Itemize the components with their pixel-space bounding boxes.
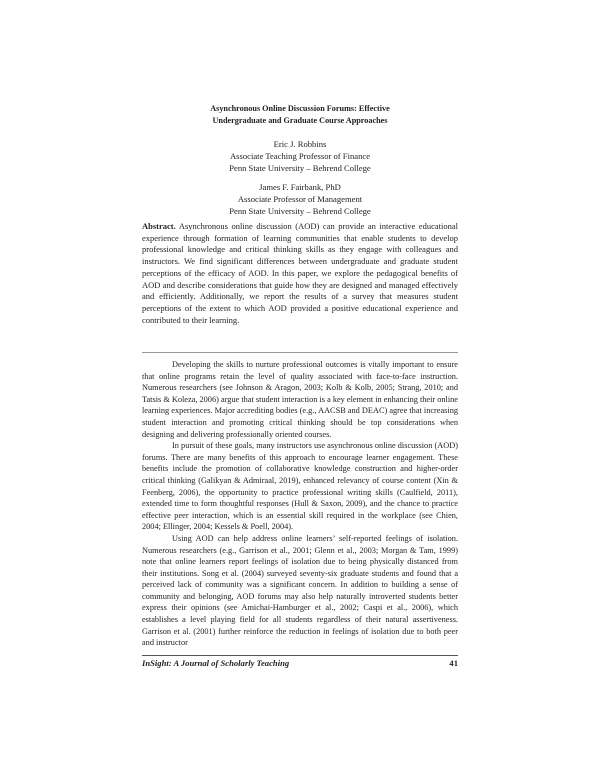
page-number: 41	[449, 658, 458, 668]
body-paragraph-2: In pursuit of these goals, many instructors use asynchronous online discussion (AOD) forums. There are many benefits of this approach to encourage learner engagement. These benefits include the promotion of collaborative knowledge construction and higher-order critical thinking (Galikyan & Admiraal, 2019), enhanced relevancy of course content (Xin & Feenberg, 2006), the opportunity to practice professional writing skills (Caulfield, 2011), extended time to form thoughtful responses (Hull & Saxon, 2009), and the chance to practice effective peer interaction, which is an essential skill required in the workplace (see Chien, 2004; Ellinger, 2004; Kessels & Poell, 2004).	[142, 441, 458, 532]
body-paragraph-1: Developing the skills to nurture professional outcomes is vitally important to ensure that online programs retain the level of quality associated with face-to-face instruction. Numerous researchers (see Johnson & Aragon, 2003; Kolb & Kolb, 2005; Strang, 2010; and Tatsis & Koleza, 2006) argue that student interaction is a key element in enhancing their online learning experiences. Major accrediting bodies (e.g., AACSB and DEAC) agree that increasing student interaction and promoting critical thinking should be top considerations when designing and delivering professionally oriented courses.	[142, 360, 458, 439]
abstract-label: Abstract.	[142, 221, 176, 231]
author-block-1	[140, 138, 460, 174]
author-name: Eric J. Robbins	[273, 139, 327, 149]
body-paragraph-3: Using AOD can help address online learners’ self-reported feelings of isolation. Numerous researchers (e.g., Garrison et al., 2001; Glenn et al., 2003; Morgan & Tam, 1999) note that online learners report feelings of isolation due to being physically distanced from their institutions. Song et al. (2004) surveyed seventy-six graduate students and found that a perceived lack of community was a significant concern. In addition to building a sense of community and belonging, AOD forums may also help naturally introverted students better express their opinions (see Amichai-Hamburger et al., 2002; Caspi et al., 2006), which establishes a level playing field for all students regardless of their natural assertiveness. Garrison et al. (2001) further reinforce the reduction in feelings of isolation due to both peer and instructor	[142, 533, 458, 648]
body-text	[142, 359, 458, 649]
page-footer	[142, 658, 458, 668]
abstract	[142, 221, 458, 326]
paper-title-line-2: Undergraduate and Graduate Course Approaches	[212, 116, 388, 125]
author-role: Associate Professor of Management	[237, 194, 363, 204]
abstract-divider	[142, 352, 458, 353]
author-affiliation: Penn State University – Behrend College	[229, 206, 371, 216]
journal-name: InSight: A Journal of Scholarly Teaching	[142, 658, 290, 668]
author-role: Associate Teaching Professor of Finance	[229, 151, 371, 161]
abstract-text: Asynchronous online discussion (AOD) can provide an interactive educational experience through formation of learning communities that enable students to develop professional knowledge and critical thinking skills as they engage with colleagues and instructors. We find significant differences between undergraduate and graduate student perceptions of the efficacy of AOD. In this paper, we explore the pedagogical benefits of AOD and describe considerations that guide how they are designed and managed effectively and efficiently. Additionally, we report the results of a survey that measures student perceptions of the extent to which AOD provided a positive educational experience and contributed to their learning.	[142, 221, 458, 325]
author-block-2	[140, 181, 460, 217]
paper-title-line-1: Asynchronous Online Discussion Forums: Effective	[210, 104, 390, 113]
paper-title	[140, 103, 460, 127]
footer-divider	[142, 655, 458, 656]
author-affiliation: Penn State University – Behrend College	[229, 163, 371, 173]
author-name: James F. Fairbank, PhD	[259, 182, 341, 192]
